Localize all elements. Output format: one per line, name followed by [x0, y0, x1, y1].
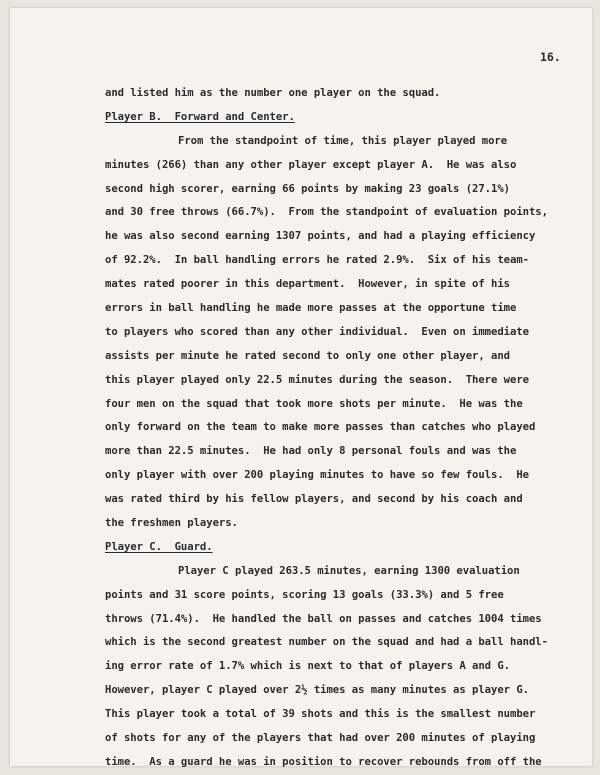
text-line: which is the second greatest number on the squad and had a ball handl- — [105, 636, 548, 649]
text-line: This player took a total of 39 shots and this is the smallest number — [105, 708, 536, 721]
paragraph-first-line: Player C played 263.5 minutes, earning 1300 evaluation — [178, 564, 520, 577]
section-heading-player-b — [105, 106, 565, 130]
text-line: mates rated poorer in this department. However, in spite of his — [105, 278, 510, 291]
text-line: he was also second earning 1307 points, and had a playing efficiency — [105, 230, 536, 243]
heading-text: Player B. Forward and Center. — [105, 110, 295, 123]
text-line: ing error rate of 1.7% which is next to that of players A and G. — [105, 660, 510, 673]
text-line: However, player C played over 2½ times as many minutes as player G. — [105, 684, 529, 697]
text-line: points and 31 score points, scoring 13 goals (33.3%) and 5 free — [105, 588, 504, 601]
text-line: only player with over 200 playing minutes to have so few fouls. He — [105, 469, 529, 482]
text-line: and listed him as the number one player on the squad. — [105, 87, 441, 99]
text-line: time. As a guard he was in position to recover rebounds from off the — [105, 755, 542, 768]
text-line: minutes (266) than any other player except player A. He was also — [105, 158, 517, 171]
text-line: only forward on the team to make more passes than catches who played — [105, 421, 536, 434]
text-line: more than 22.5 minutes. He had only 8 personal fouls and was the — [105, 445, 517, 458]
text-line: the freshmen players. — [105, 517, 238, 530]
heading-text: Player C. Guard. — [105, 540, 213, 553]
text-line: this player played only 22.5 minutes during the season. There were — [105, 373, 529, 386]
document-body — [105, 82, 565, 775]
text-line: of 92.2%. In ball handling errors he rated 2.9%. Six of his team- — [105, 254, 529, 267]
document-page — [10, 8, 592, 766]
section-heading-player-c — [105, 536, 565, 560]
text-line: assists per minute he rated second to only one other player, and — [105, 349, 510, 362]
page-number: 16. — [540, 50, 561, 64]
text-line: of shots for any of the players that had over 200 minutes of playing — [105, 732, 536, 745]
text-line: and 30 free throws (66.7%). From the standpoint of evaluation points, — [105, 206, 548, 219]
text-line: to players who scored than any other individual. Even on immediate — [105, 325, 529, 338]
text-line: second high scorer, earning 66 points by making 23 goals (27.1%) — [105, 182, 510, 195]
text-line: four men on the squad that took more shots per minute. He was the — [105, 397, 523, 410]
paragraph-first-line: From the standpoint of time, this player played more — [178, 134, 508, 147]
text-line: errors in ball handling he made more passes at the opportune time — [105, 302, 517, 315]
text-line: was rated third by his fellow players, and second by his coach and — [105, 493, 523, 506]
text-line: throws (71.4%). He handled the ball on passes and catches 1004 times — [105, 612, 542, 625]
